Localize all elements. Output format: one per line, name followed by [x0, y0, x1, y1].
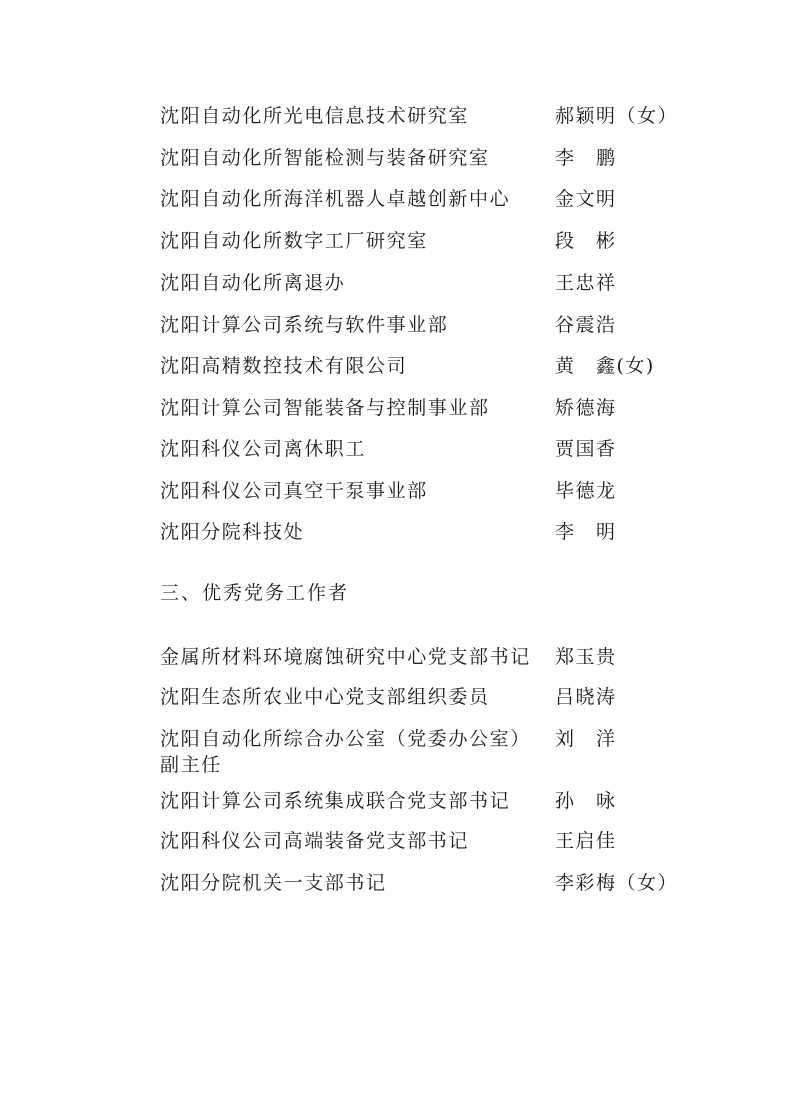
section-heading: 三、优秀党务工作者 [160, 582, 350, 604]
organization-label: 沈阳科仪公司离休职工 [160, 438, 367, 460]
list-item [0, 434, 789, 464]
list-item [0, 393, 789, 423]
list-item [0, 724, 789, 754]
list-item [0, 786, 789, 816]
organization-label: 沈阳生态所农业中心党支部组织委员 [160, 686, 490, 708]
list-item [0, 143, 789, 173]
organization-label-continuation: 副主任 [160, 754, 222, 776]
organization-label: 沈阳计算公司系统与软件事业部 [160, 314, 449, 336]
organization-label: 沈阳高精数控技术有限公司 [160, 355, 408, 377]
person-name: 毕德龙 [555, 480, 617, 502]
organization-label: 沈阳自动化所光电信息技术研究室 [160, 105, 470, 127]
list-item [0, 868, 789, 898]
organization-label: 沈阳自动化所数字工厂研究室 [160, 230, 428, 252]
organization-label: 沈阳自动化所综合办公室（党委办公室） [160, 728, 531, 750]
organization-label: 沈阳自动化所海洋机器人卓越创新中心 [160, 188, 511, 210]
person-name: 郝颖明（女） [555, 105, 679, 127]
person-name: 李 明 [555, 521, 617, 543]
organization-label: 沈阳分院科技处 [160, 521, 305, 543]
person-name: 吕晓涛 [555, 686, 617, 708]
list-item [0, 310, 789, 340]
person-name: 李 鹏 [555, 147, 617, 169]
list-item [0, 826, 789, 856]
person-name: 矫德海 [555, 397, 617, 419]
list-item [0, 184, 789, 214]
person-name: 贾国香 [555, 438, 617, 460]
list-item [0, 101, 789, 131]
organization-label: 沈阳计算公司系统集成联合党支部书记 [160, 790, 511, 812]
person-name: 金文明 [555, 188, 617, 210]
person-name: 刘 洋 [555, 728, 617, 750]
person-name: 孙 咏 [555, 790, 617, 812]
organization-label: 沈阳科仪公司高端装备党支部书记 [160, 830, 470, 852]
person-name: 谷震浩 [555, 314, 617, 336]
organization-label: 沈阳分院机关一支部书记 [160, 872, 387, 894]
list-item [0, 226, 789, 256]
list-item [0, 476, 789, 506]
person-name: 段 彬 [555, 230, 617, 252]
person-name: 黄 鑫(女) [555, 355, 655, 377]
organization-label: 沈阳计算公司智能装备与控制事业部 [160, 397, 490, 419]
organization-label: 沈阳科仪公司真空干泵事业部 [160, 480, 428, 502]
list-item [0, 517, 789, 547]
person-name: 王忠祥 [555, 272, 617, 294]
list-item [0, 268, 789, 298]
list-item [0, 682, 789, 712]
organization-label: 沈阳自动化所智能检测与装备研究室 [160, 147, 490, 169]
person-name: 李彩梅（女） [555, 872, 679, 894]
person-name: 王启佳 [555, 830, 617, 852]
person-name: 郑玉贵 [555, 646, 617, 668]
list-item [0, 642, 789, 672]
list-item [0, 351, 789, 381]
organization-label: 金属所材料环境腐蚀研究中心党支部书记 [160, 646, 531, 668]
organization-label: 沈阳自动化所离退办 [160, 272, 346, 294]
